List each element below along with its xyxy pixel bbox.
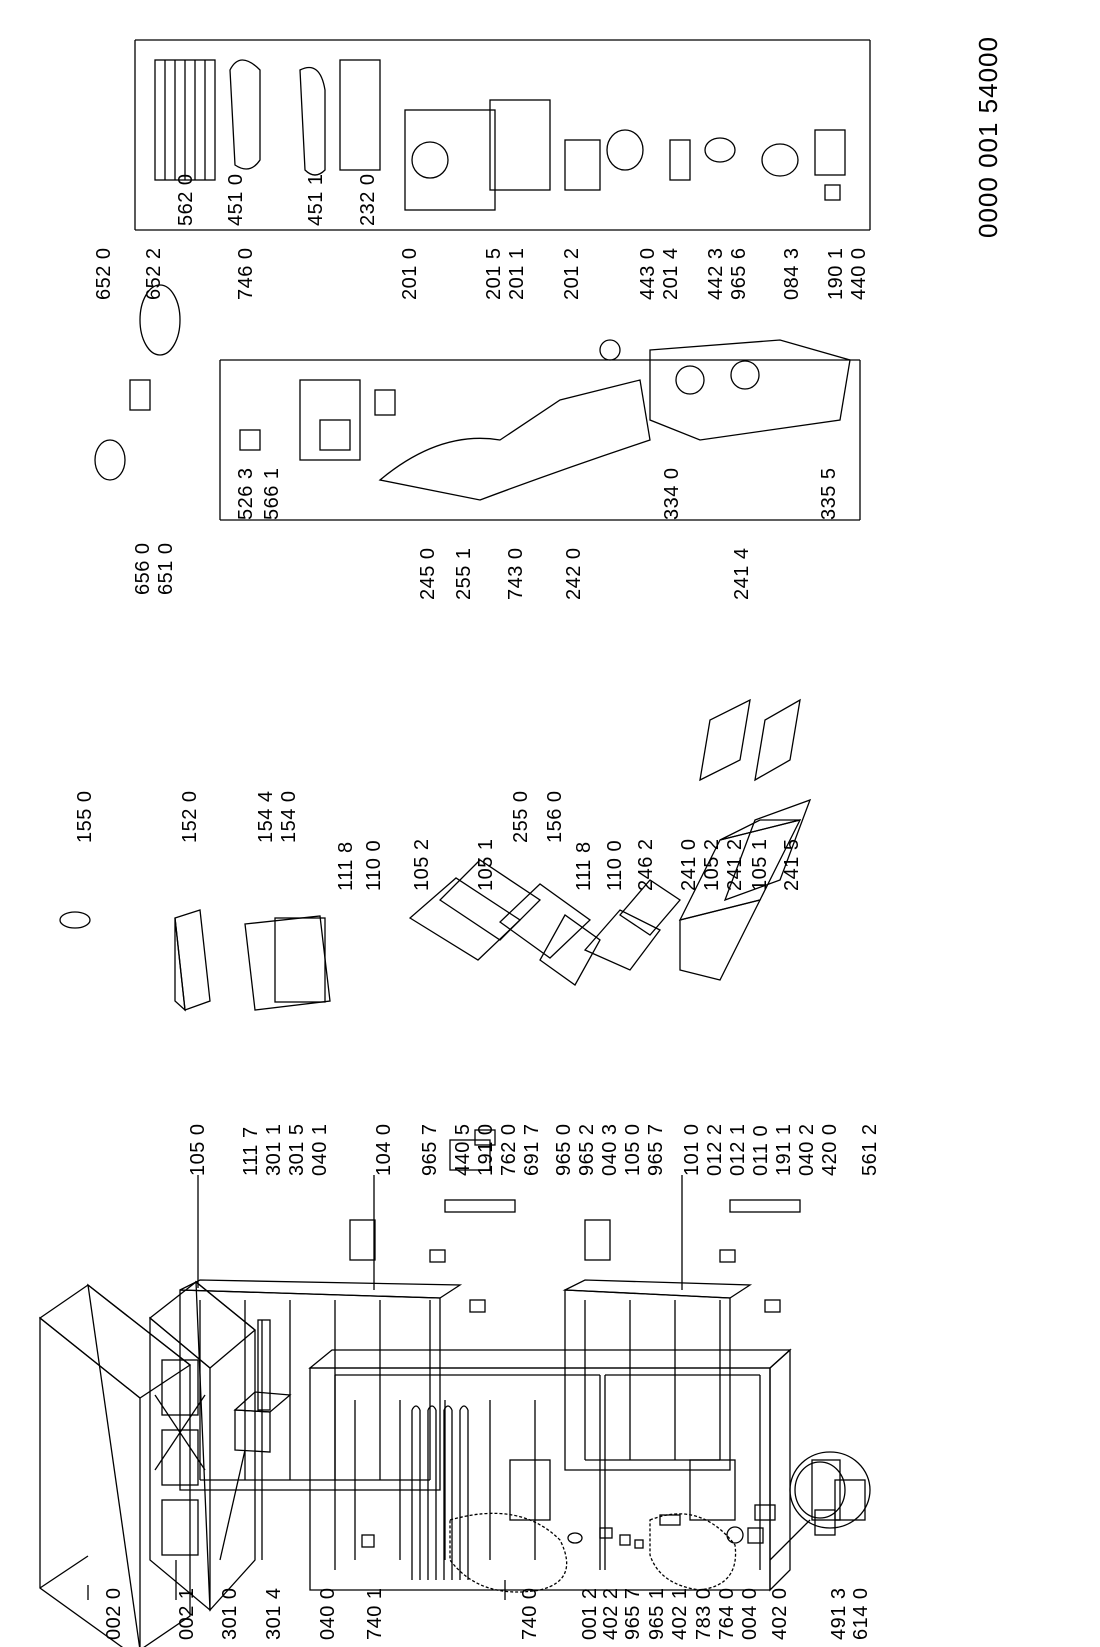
part-label-l-4913: 491 3: [828, 1587, 850, 1640]
part-label-l-3015: 301 5: [286, 1123, 308, 1176]
part-label-l-7400: 740 0: [519, 1587, 541, 1640]
part-label-l-9651: 965 1: [646, 1587, 668, 1640]
part-label-l-1118a: 111 8: [335, 841, 357, 891]
part-label-l-4511: 451 1: [305, 173, 327, 226]
part-label-l-0110: 011 0: [750, 1124, 772, 1176]
part-label-l-0121: 012 1: [727, 1123, 749, 1176]
part-label-l-2420: 242 0: [563, 547, 585, 600]
door-gasket-lower: [730, 1200, 800, 1212]
part-label-l-2551: 255 1: [453, 547, 475, 600]
part-label-l-5661: 566 1: [261, 467, 283, 520]
part-label-l-3011: 301 1: [263, 1123, 285, 1176]
part-label-l-6560: 656 0: [132, 542, 154, 595]
part-label-l-1040: 104 0: [373, 1123, 395, 1176]
part-label-l-5263: 526 3: [235, 467, 257, 520]
control-box-group: [220, 340, 860, 520]
part-label-l-1100a: 110 0: [363, 839, 385, 891]
top-frame: [150, 1282, 255, 1610]
cabinet: [310, 1350, 790, 1592]
part-label-l-2011: 201 1: [506, 247, 528, 300]
part-label-l-1100b: 110 0: [604, 839, 626, 891]
part-label-l-1117: 111 7: [240, 1126, 262, 1176]
part-label-l-9650: 965 0: [553, 1123, 575, 1176]
part-label-l-6140: 614 0: [850, 1587, 872, 1640]
part-label-l-1911: 191 1: [773, 1123, 795, 1176]
part-label-l-0021: 002 1: [176, 1587, 198, 1640]
part-label-l-2012: 201 2: [561, 247, 583, 300]
part-label-l-3355: 335 5: [818, 467, 840, 520]
part-label-l-2550b: 255 0: [510, 790, 532, 843]
part-label-l-3010: 301 0: [219, 1587, 241, 1640]
part-label-l-6510: 651 0: [155, 542, 177, 595]
door-balconies: [60, 910, 330, 1010]
fan-assembly: [95, 285, 180, 480]
part-label-l-2320: 232 0: [357, 173, 379, 226]
part-label-l-1051b: 105 1: [749, 838, 771, 891]
part-label-l-1052a: 105 2: [411, 838, 433, 891]
part-label-l-4021: 402 1: [669, 1587, 691, 1640]
part-label-l-0403: 040 3: [599, 1123, 621, 1176]
part-label-l-3014: 301 4: [263, 1587, 285, 1640]
part-label-l-1901: 190 1: [825, 247, 847, 300]
part-label-l-4510: 451 0: [225, 173, 247, 226]
part-label-l-6522: 652 2: [143, 247, 165, 300]
part-label-l-0020: 002 0: [103, 1587, 125, 1640]
part-label-l-2014: 201 4: [660, 247, 682, 300]
part-label-l-0843: 084 3: [781, 247, 803, 300]
part-label-l-9656: 965 6: [728, 247, 750, 300]
part-label-l-4405: 440 5: [452, 1123, 474, 1176]
door-gasket-upper: [445, 1200, 515, 1212]
part-label-l-0400: 040 0: [317, 1587, 339, 1640]
part-label-l-1050b: 105 0: [622, 1123, 644, 1176]
part-label-l-5612: 561 2: [859, 1123, 881, 1176]
part-label-l-1540: 154 0: [278, 790, 300, 843]
part-label-l-1910: 191 0: [475, 1123, 497, 1176]
part-label-l-2415: 241 5: [781, 838, 803, 891]
part-label-l-1010: 101 0: [681, 1123, 703, 1176]
part-label-l-4430: 443 0: [637, 247, 659, 300]
part-label-l-3340: 334 0: [661, 467, 683, 520]
part-label-l-7460: 746 0: [235, 247, 257, 300]
part-label-l-7830: 783 0: [693, 1587, 715, 1640]
part-label-l-5620: 562 0: [175, 173, 197, 226]
small-parts-bottom: [362, 1505, 775, 1548]
part-label-l-4423: 442 3: [705, 247, 727, 300]
part-label-l-7430: 743 0: [505, 547, 527, 600]
part-label-l-4022: 402 2: [600, 1587, 622, 1640]
part-label-l-2450: 245 0: [417, 547, 439, 600]
part-label-l-9657a: 965 7: [419, 1123, 441, 1176]
part-label-l-1544: 154 4: [255, 790, 277, 843]
part-label-l-1560: 156 0: [544, 790, 566, 843]
part-label-l-2015: 201 5: [483, 247, 505, 300]
part-label-l-6520: 652 0: [93, 247, 115, 300]
part-label-l-9652: 965 2: [576, 1123, 598, 1176]
part-label-l-1052b: 105 2: [701, 838, 723, 891]
part-label-l-1520: 152 0: [179, 790, 201, 843]
part-label-l-9657c: 965 7: [645, 1123, 667, 1176]
part-label-l-1118b: 111 8: [573, 841, 595, 891]
part-label-l-1051a: 105 1: [475, 838, 497, 891]
part-label-l-0122: 012 2: [704, 1123, 726, 1176]
part-label-l-4200: 420 0: [819, 1123, 841, 1176]
part-label-l-7620: 762 0: [498, 1123, 520, 1176]
part-label-l-0012: 001 2: [579, 1587, 601, 1640]
part-label-l-2462: 246 2: [635, 838, 657, 891]
part-label-l-7401: 740 1: [364, 1587, 386, 1640]
document-number: 0000 001 54000: [973, 36, 1003, 238]
part-label-l-0401: 040 1: [309, 1123, 331, 1176]
compressor: [790, 1452, 870, 1528]
part-label-l-2410: 241 0: [678, 838, 700, 891]
part-label-l-9657b: 965 7: [622, 1587, 644, 1640]
upper-door: [180, 1280, 460, 1490]
part-label-l-2412: 241 2: [724, 838, 746, 891]
part-label-l-6917: 691 7: [521, 1123, 543, 1176]
part-label-l-4020: 402 0: [769, 1587, 791, 1640]
part-label-l-1550: 155 0: [74, 790, 96, 843]
part-label-l-1050a: 105 0: [187, 1123, 209, 1176]
part-label-l-4400: 440 0: [848, 247, 870, 300]
part-label-l-0402: 040 2: [796, 1123, 818, 1176]
part-label-l-0040: 004 0: [739, 1587, 761, 1640]
leader-3010: [220, 1450, 245, 1560]
part-label-l-2414: 241 4: [731, 547, 753, 600]
part-label-l-7640: 764 0: [716, 1587, 738, 1640]
part-label-l-2010: 201 0: [399, 247, 421, 300]
